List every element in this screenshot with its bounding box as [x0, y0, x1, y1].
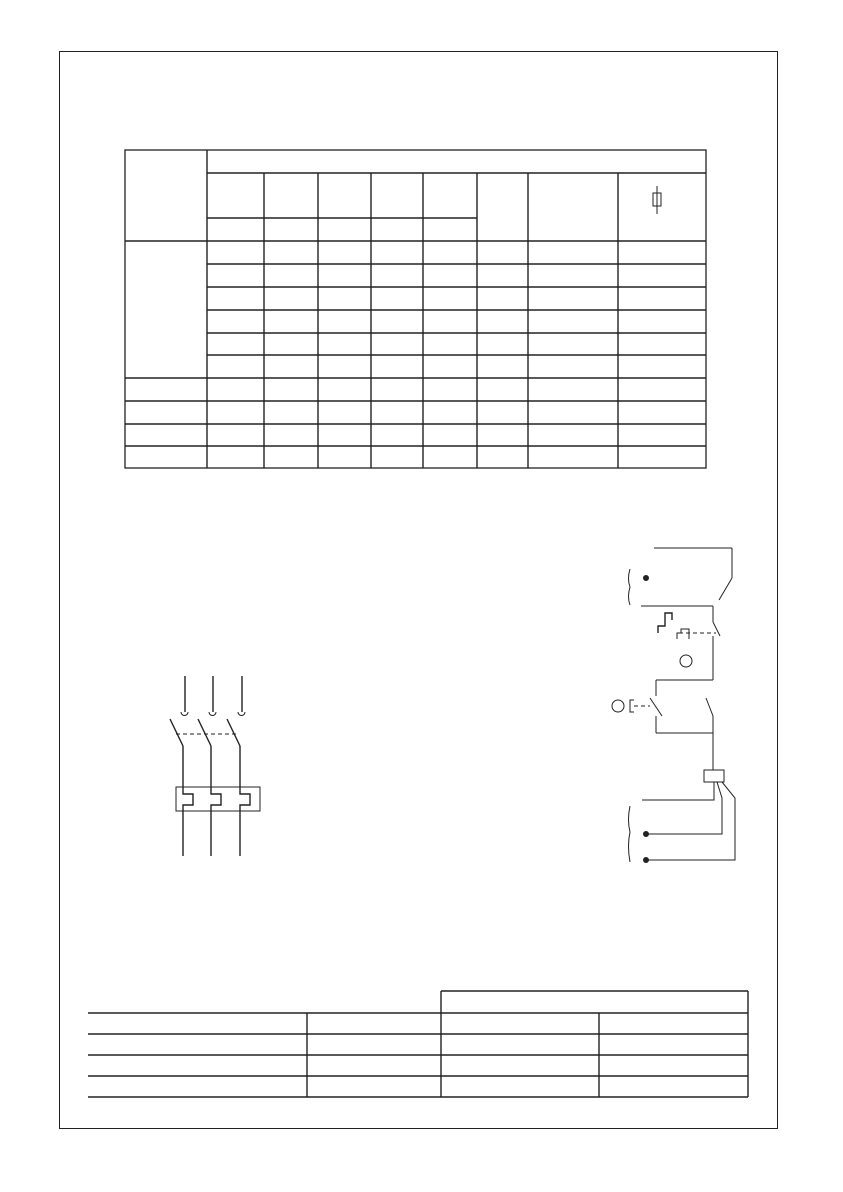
pole-2 — [198, 676, 216, 787]
pole-3 — [227, 676, 245, 787]
upper-table-border — [125, 150, 706, 468]
terminal-a — [643, 575, 649, 581]
control-circuit-diagram — [612, 548, 735, 863]
lower-table — [88, 991, 748, 1097]
terminal-b — [643, 831, 649, 837]
pole-1 — [170, 676, 188, 787]
bracket-top — [629, 569, 631, 605]
terminal-c — [643, 857, 649, 863]
thermal-overload-icon — [183, 787, 250, 816]
fuse-symbol-icon — [653, 186, 661, 214]
coil-lead-2 — [648, 782, 722, 834]
coil-lead-1 — [642, 782, 714, 800]
upper-table — [125, 150, 706, 468]
bracket-bottom — [629, 806, 631, 862]
power-circuit-diagram — [170, 676, 260, 856]
thermal-overload-box — [176, 787, 260, 811]
pushbutton-icon — [612, 680, 713, 733]
aux-contact — [719, 578, 732, 600]
contactor-coil-icon — [704, 770, 724, 782]
thermal-contact-icon — [658, 613, 720, 680]
